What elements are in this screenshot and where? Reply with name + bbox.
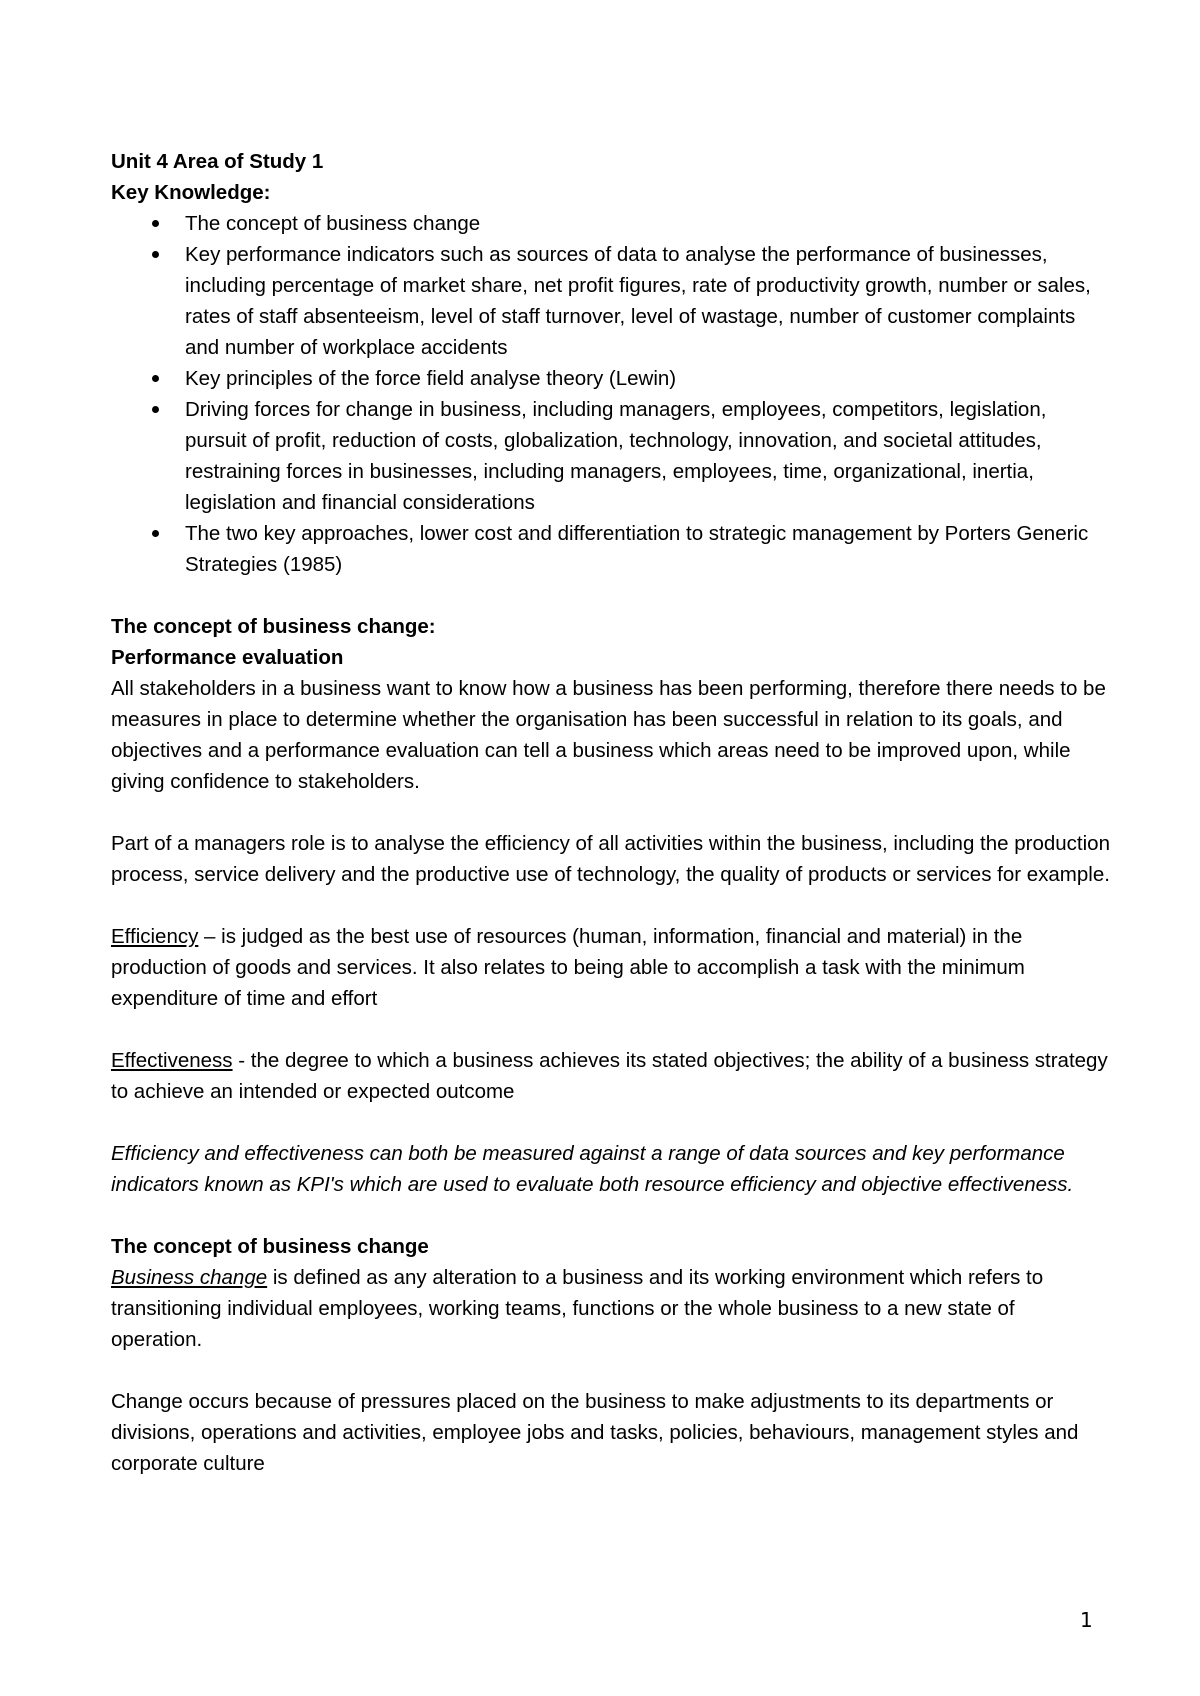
page-number: 1: [1080, 1608, 1093, 1632]
paragraph: All stakeholders in a business want to know how a business has been performing, therefore there needs to be measures in place to determine whether the organisation has been successful in relation to its goals, and objectives and a performance evaluation can tell a business which areas need to be improved upon, while giving confidence to stakeholders.: [111, 677, 1106, 793]
business-change-term: Business change: [111, 1266, 268, 1289]
effectiveness-term: Effectiveness: [111, 1049, 233, 1072]
key-knowledge-list: [111, 208, 1111, 580]
document-title: Unit 4 Area of Study 1: [111, 150, 324, 173]
document-page: [111, 146, 1111, 1479]
list-item: The concept of business change: [111, 208, 1111, 239]
spacer: [111, 797, 1111, 828]
spacer: [111, 890, 1111, 921]
list-item: Key principles of the force field analyse theory (Lewin): [111, 363, 1111, 394]
spacer: [111, 1107, 1111, 1138]
bullet-icon: [152, 375, 159, 382]
paragraph: Part of a managers role is to analyse the efficiency of all activities within the business, including the production process, service delivery and the productive use of technology, the quality of products or services for example.: [111, 832, 1110, 886]
spacer: [111, 1014, 1111, 1045]
section-subheading: Performance evaluation: [111, 646, 344, 669]
bullet-icon: [152, 251, 159, 258]
section-heading: The concept of business change:: [111, 615, 436, 638]
bullet-icon: [152, 530, 159, 537]
spacer: [111, 580, 1111, 611]
key-knowledge-heading: Key Knowledge:: [111, 181, 271, 204]
efficiency-term: Efficiency: [111, 925, 199, 948]
paragraph: Change occurs because of pressures placed on the business to make adjustments to its departments or divisions, operations and activities, employee jobs and tasks, policies, behaviours, management styles and corporate culture: [111, 1390, 1079, 1475]
italic-note: Efficiency and effectiveness can both be measured against a range of data sources and key performance indicators known as KPI's which are used to evaluate both resource efficiency and objective effectiveness.: [111, 1142, 1074, 1196]
list-item: The two key approaches, lower cost and differentiation to strategic management by Porters Generic Strategies (1985): [111, 518, 1111, 580]
bullet-icon: [152, 406, 159, 413]
spacer: [111, 1200, 1111, 1231]
bullet-icon: [152, 220, 159, 227]
list-item: Driving forces for change in business, including managers, employees, competitors, legislation, pursuit of profit, reduction of costs, globalization, technology, innovation, and societal attitudes, restraining forces in businesses, including managers, employees, time, organizational, inertia, legislation and financial considerations: [111, 394, 1111, 518]
section-heading: The concept of business change: [111, 1235, 429, 1258]
effectiveness-definition: Effectiveness - the degree to which a business achieves its stated objectives; the ability of a business strategy to achieve an intended or expected outcome: [111, 1049, 1108, 1103]
spacer: [111, 1355, 1111, 1386]
list-item: Key performance indicators such as sources of data to analyse the performance of businesses, including percentage of market share, net profit figures, rate of productivity growth, number or sales, rates of staff absenteeism, level of staff turnover, level of wastage, number of customer complaints and number of workplace accidents: [111, 239, 1111, 363]
efficiency-definition: Efficiency – is judged as the best use of resources (human, information, financial and material) in the production of goods and services. It also relates to being able to accomplish a task with the minimum expenditure of time and effort: [111, 925, 1025, 1010]
business-change-definition: Business change is defined as any alteration to a business and its working environment which refers to transitioning individual employees, working teams, functions or the whole business to a new state of operation.: [111, 1266, 1044, 1351]
